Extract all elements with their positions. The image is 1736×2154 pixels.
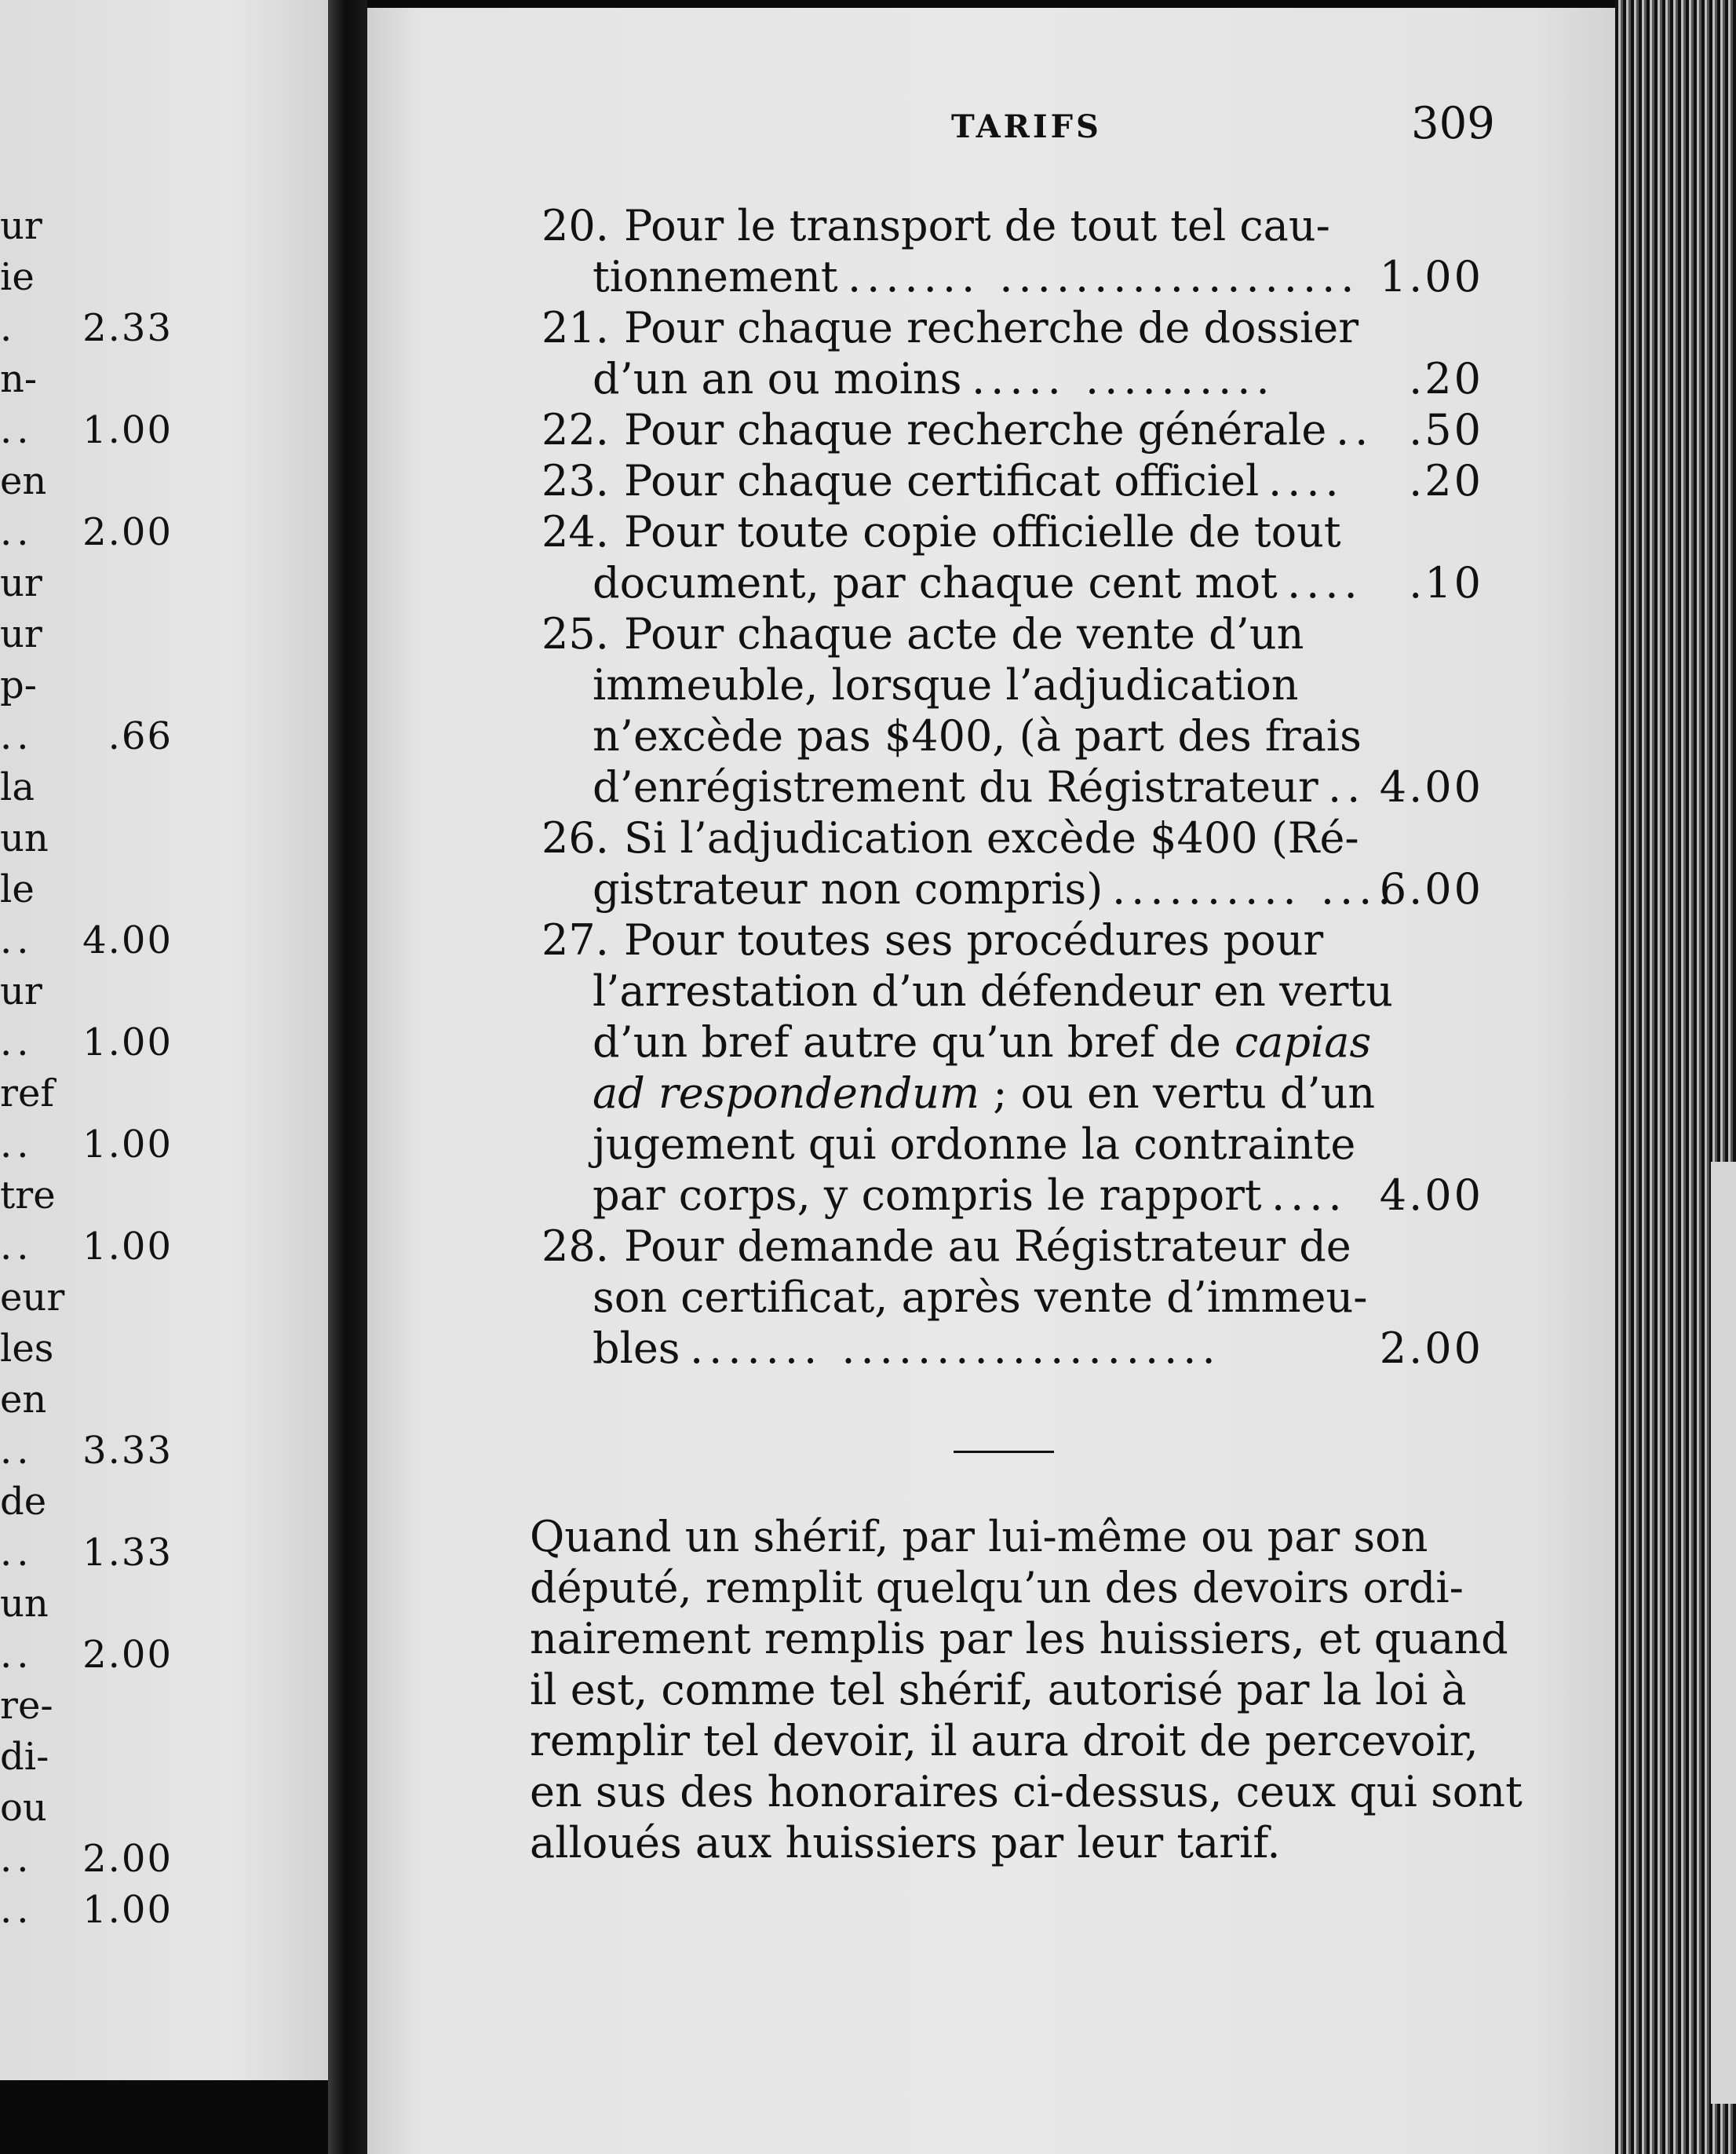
left-page-amount: 1.33 xyxy=(82,1531,173,1575)
entry-line xyxy=(542,200,1483,251)
entry-text: d’un bref autre qu’un bref de capias xyxy=(593,1017,1372,1067)
left-page-dots: .. xyxy=(0,918,34,962)
entry-line xyxy=(542,1221,1483,1272)
left-page-line xyxy=(0,509,330,556)
tariff-entry xyxy=(542,455,1483,506)
closing-line: Quand un shérif, par lui-même ou par son xyxy=(530,1512,1428,1561)
leader-dots: .... xyxy=(1271,1170,1348,1220)
left-page-line xyxy=(0,1427,330,1474)
left-page-dots: .. xyxy=(0,1837,34,1881)
left-page-line xyxy=(0,968,330,1015)
left-page-line xyxy=(0,1631,330,1678)
left-page-text: ur xyxy=(0,561,42,605)
entry-line xyxy=(542,863,1483,915)
entry-number: 24. xyxy=(542,507,609,557)
fee-amount: .20 xyxy=(1409,354,1483,403)
entry-number: 23. xyxy=(542,456,609,506)
left-page-text: le xyxy=(0,867,35,911)
left-page-text: p- xyxy=(0,663,37,707)
leader-dots: .... xyxy=(1287,558,1363,608)
left-page-line xyxy=(0,1376,330,1423)
fee-amount: 4.00 xyxy=(1379,1170,1483,1220)
left-page-text: ou xyxy=(0,1786,47,1830)
left-page-text: les xyxy=(0,1327,54,1371)
entry-line xyxy=(542,1068,1483,1119)
entry-text: Pour toutes ses procédures pour xyxy=(624,915,1324,965)
left-page-line xyxy=(0,713,330,760)
left-page-fragment xyxy=(0,0,330,2080)
page-number: 309 xyxy=(1411,98,1495,149)
left-page-line xyxy=(0,356,330,403)
entry-text: Si l’adjudication excède $400 (Ré- xyxy=(624,813,1359,863)
entry-text: Pour toute copie officielle de tout xyxy=(624,507,1341,557)
left-page-line xyxy=(0,1682,330,1729)
left-page-line xyxy=(0,1784,330,1831)
left-page-dots: .. xyxy=(0,1225,34,1269)
left-page-dots: .. xyxy=(0,1020,34,1064)
left-page-text: un xyxy=(0,1582,49,1626)
entry-text: Pour chaque recherche générale xyxy=(624,405,1327,455)
left-page-text: eur xyxy=(0,1276,65,1320)
entry-number: 25. xyxy=(542,609,609,659)
left-page-text: di- xyxy=(0,1735,49,1779)
left-page-line xyxy=(0,458,330,505)
section-divider xyxy=(954,1451,1054,1453)
left-page-line xyxy=(0,917,330,964)
left-page-line xyxy=(0,254,330,301)
entry-line xyxy=(542,302,1483,353)
leader-dots: ..... .......... xyxy=(972,354,1275,403)
entry-number: 26. xyxy=(542,813,609,863)
left-page-line xyxy=(0,203,330,250)
left-page-line xyxy=(0,815,330,862)
entry-line xyxy=(542,608,1483,659)
left-page-line xyxy=(0,1019,330,1066)
tariff-entry xyxy=(542,404,1483,455)
entry-text: gistrateur non compris) xyxy=(593,864,1103,914)
leader-dots: ....... .................... xyxy=(690,1323,1221,1373)
entry-line xyxy=(542,1119,1483,1170)
entry-number: 28. xyxy=(542,1221,609,1271)
fee-amount: 6.00 xyxy=(1379,864,1483,914)
left-page-text: en xyxy=(0,459,47,503)
left-page-text: un xyxy=(0,816,49,860)
entry-line xyxy=(542,1272,1483,1323)
left-page-text: la xyxy=(0,765,35,809)
left-page-line xyxy=(0,1070,330,1117)
page-edge-band xyxy=(1711,1162,1736,2104)
left-page-line xyxy=(0,560,330,607)
entry-text: son certificat, après vente d’immeu- xyxy=(593,1272,1368,1322)
leader-dots: .. xyxy=(1328,762,1366,812)
closing-line: en sus des honoraires ci-dessus, ceux qui sont xyxy=(530,1767,1523,1816)
entry-text: jugement qui ordonne la contrainte xyxy=(593,1119,1356,1169)
left-page-amount: 4.00 xyxy=(82,918,173,962)
left-page-amount: 2.00 xyxy=(82,510,173,554)
left-page-amount: 3.33 xyxy=(82,1429,173,1473)
closing-line: nairement remplis par les huissiers, et quand xyxy=(530,1614,1508,1663)
closing-line: député, remplit quelqu’un des devoirs ordi- xyxy=(530,1563,1464,1612)
leader-dots: ....... ................... xyxy=(848,252,1360,301)
entry-text: Pour chaque acte de vente d’un xyxy=(624,609,1304,659)
leader-dots: .......... .... xyxy=(1112,864,1397,914)
left-page-text: ie xyxy=(0,255,35,299)
entry-text: par corps, y compris le rapport xyxy=(593,1170,1262,1220)
entry-text: d’enrégistrement du Régistrateur xyxy=(593,762,1318,812)
left-page-amount: 1.00 xyxy=(82,1020,173,1064)
entry-text: n’excède pas $400, (à part des frais xyxy=(593,711,1362,761)
left-page-dots: .. xyxy=(0,714,34,758)
tariff-entry xyxy=(542,200,1483,302)
fee-amount: .10 xyxy=(1409,558,1483,608)
left-page-line xyxy=(0,1835,330,1882)
entry-number: 21. xyxy=(542,303,609,352)
left-page-text: ref xyxy=(0,1072,55,1115)
entry-line xyxy=(542,659,1483,710)
left-page-line xyxy=(0,1274,330,1321)
left-page-dots: .. xyxy=(0,408,34,452)
entry-text: Pour chaque certificat officiel xyxy=(624,456,1260,506)
entry-text: Pour demande au Régistrateur de xyxy=(624,1221,1351,1271)
left-page-line xyxy=(0,611,330,658)
left-page-dots: . xyxy=(0,306,17,350)
entry-number: 22. xyxy=(542,405,609,455)
closing-line: alloués aux huissiers par leur tarif. xyxy=(530,1818,1281,1867)
entry-text: bles xyxy=(593,1323,680,1373)
left-page-text: ur xyxy=(0,612,42,656)
left-page-text: en xyxy=(0,1378,47,1422)
tariff-entry xyxy=(542,812,1483,915)
left-page-text: n- xyxy=(0,357,38,401)
leader-dots: .. xyxy=(1336,405,1374,455)
left-page-line xyxy=(0,1172,330,1219)
tariff-entry xyxy=(542,506,1483,608)
entry-line xyxy=(542,1323,1483,1374)
entry-text: tionnement xyxy=(593,252,838,301)
entry-line xyxy=(542,455,1483,506)
entry-text: Pour le transport de tout tel cau- xyxy=(624,201,1330,250)
left-page-text: tre xyxy=(0,1174,56,1218)
book-gutter xyxy=(328,0,367,2154)
left-page-line xyxy=(0,1121,330,1168)
fee-amount: .50 xyxy=(1409,405,1483,455)
left-page-amount: 2.33 xyxy=(82,306,173,350)
entry-line xyxy=(542,812,1483,863)
tariff-entry xyxy=(542,302,1483,404)
left-page-text: ur xyxy=(0,204,42,248)
left-page-line xyxy=(0,1223,330,1270)
left-page-dots: .. xyxy=(0,1123,34,1166)
entry-text: Pour chaque recherche de dossier xyxy=(624,303,1359,352)
left-page-line xyxy=(0,1529,330,1576)
left-page-amount: 1.00 xyxy=(82,1225,173,1269)
entry-text: document, par chaque cent mot xyxy=(593,558,1278,608)
left-page-amount: 1.00 xyxy=(82,1888,173,1932)
left-page-line xyxy=(0,1580,330,1627)
fee-amount: 4.00 xyxy=(1379,762,1483,812)
entry-line xyxy=(542,1017,1483,1068)
entry-line xyxy=(542,1170,1483,1221)
left-page-amount: 1.00 xyxy=(82,1123,173,1166)
left-page-dots: .. xyxy=(0,1633,34,1677)
left-page-line xyxy=(0,662,330,709)
entry-line xyxy=(542,506,1483,557)
entry-line xyxy=(542,710,1483,761)
tariff-entry xyxy=(542,608,1483,812)
left-page-dots: .. xyxy=(0,1429,34,1473)
entry-text: l’arrestation d’un défendeur en vertu xyxy=(593,966,1393,1016)
fee-amount: 2.00 xyxy=(1379,1323,1483,1373)
entry-number: 27. xyxy=(542,915,609,965)
entry-line xyxy=(542,557,1483,608)
left-page-line xyxy=(0,764,330,811)
left-page-line xyxy=(0,305,330,352)
entry-text: ad respondendum ; ou en vertu d’un xyxy=(593,1068,1376,1118)
closing-paragraph xyxy=(530,1511,1523,1868)
left-page-line xyxy=(0,1733,330,1780)
left-page-text: ur xyxy=(0,969,42,1013)
entry-line xyxy=(542,353,1483,404)
left-page-line xyxy=(0,407,330,454)
left-page-dots: .. xyxy=(0,1531,34,1575)
closing-line: il est, comme tel shérif, autorisé par la loi à xyxy=(530,1665,1467,1714)
closing-line: remplir tel devoir, il aura droit de percevoir, xyxy=(530,1716,1479,1765)
fee-amount: 1.00 xyxy=(1379,252,1483,301)
running-head-title: TARIFS xyxy=(951,108,1102,145)
tariff-entry xyxy=(542,915,1483,1221)
entry-line xyxy=(542,915,1483,966)
left-page-text: re- xyxy=(0,1684,53,1728)
entry-text: immeuble, lorsque l’adjudication xyxy=(593,660,1299,710)
entry-line xyxy=(542,966,1483,1017)
tariff-entry xyxy=(542,1221,1483,1374)
fee-amount: .20 xyxy=(1409,456,1483,506)
left-page-text: de xyxy=(0,1480,47,1524)
entry-line xyxy=(542,404,1483,455)
left-page-line xyxy=(0,866,330,913)
left-page-line xyxy=(0,1478,330,1525)
left-page-dots: .. xyxy=(0,1888,34,1932)
left-page-amount: 2.00 xyxy=(82,1837,173,1881)
left-page-line xyxy=(0,1325,330,1372)
entry-number: 20. xyxy=(542,201,609,250)
left-page-line xyxy=(0,1886,330,1933)
left-page-dots: .. xyxy=(0,510,34,554)
left-page-amount: .66 xyxy=(108,714,173,758)
entry-text: d’un an ou moins xyxy=(593,354,962,403)
entry-line xyxy=(542,251,1483,302)
left-page-amount: 2.00 xyxy=(82,1633,173,1677)
leader-dots: .... xyxy=(1268,456,1344,506)
entry-line xyxy=(542,761,1483,812)
left-page-amount: 1.00 xyxy=(82,408,173,452)
